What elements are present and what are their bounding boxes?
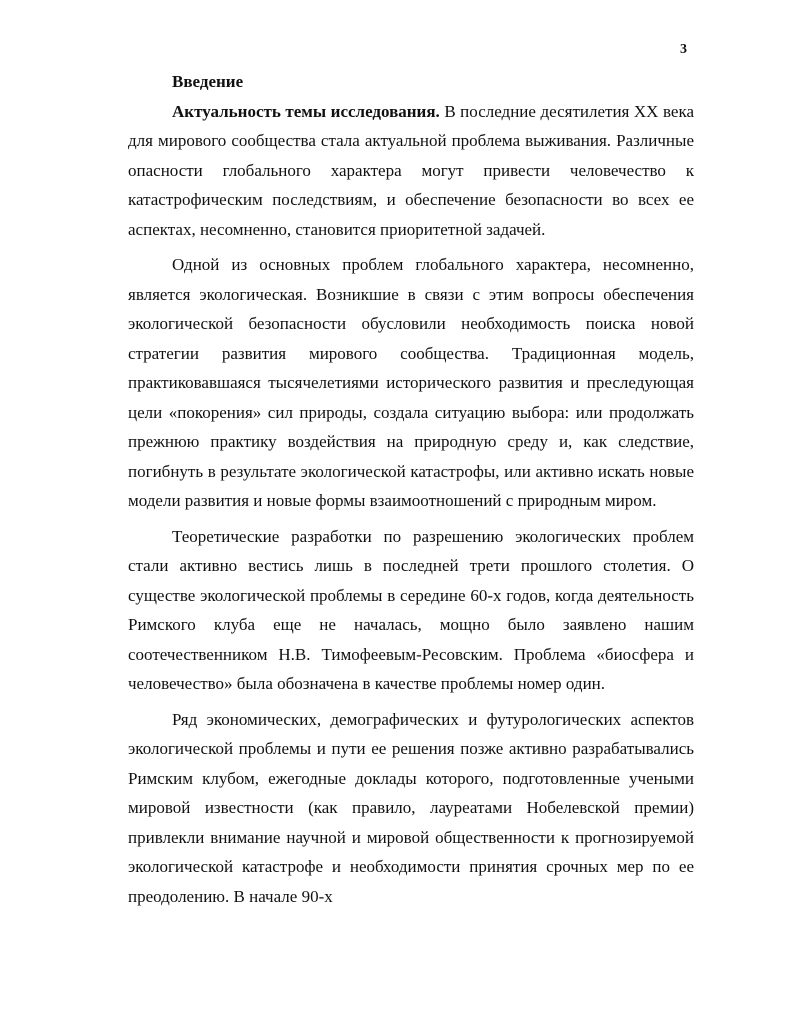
- document-body: [128, 67, 694, 911]
- paragraph-lead: Актуальность темы исследования.: [172, 101, 440, 121]
- paragraph-text: В последние десятилетия XX века для мирового сообщества стала актуальной проблема выживания. Различные опасности глобального характера могут привести человечество к катастрофическим последствиям, и обеспечение безопасности во всех ее аспектах, несомненно, становится приоритетной задачей.: [128, 101, 694, 239]
- section-title: Введение: [172, 72, 244, 91]
- paragraph-relevance: [128, 97, 694, 245]
- paragraph-rome-club: Ряд экономических, демографических и футурологических аспектов экологической проблемы и пути ее решения позже активно разрабатывались Римским клубом, ежегодные доклады которого, подготовленные учеными мировой известности (как правило, лауреатами Нобелевской премии) привлекли внимание научной и мировой общественности к прогнозируемой экологической катастрофе и необходимости принятия срочных мер по ее преодолению. В начале 90-х: [128, 709, 694, 906]
- page-number: 3: [680, 42, 687, 57]
- paragraph-ecology: Одной из основных проблем глобального характера, несомненно, является экологическая. Возникшие в связи с этим вопросы обеспечения экологической безопасности обусловили необходимость поиска новой стратегии развития мирового сообщества. Традиционная модель, практиковавшаяся тысячелетиями исторического развития и преследующая цели «покорения» сил природы, создала ситуацию выбора: или продолжать прежнюю практику воздействия на природную среду и, как следствие, погибнуть в результате экологической катастрофы, или активно искать новые модели развития и новые формы взаимоотношений с природным миром.: [128, 255, 694, 510]
- paragraph-theory: Теоретические разработки по разрешению экологических проблем стали активно вестись лишь в последней трети прошлого столетия. О существе экологической проблемы в середине 60-х годов, когда деятельность Римского клуба еще не началась, мощно было заявлено нашим соотечественником Н.В. Тимофеевым-Ресовским. Проблема «биосфера и человечество» была обозначена в качестве проблемы номер один.: [128, 526, 694, 693]
